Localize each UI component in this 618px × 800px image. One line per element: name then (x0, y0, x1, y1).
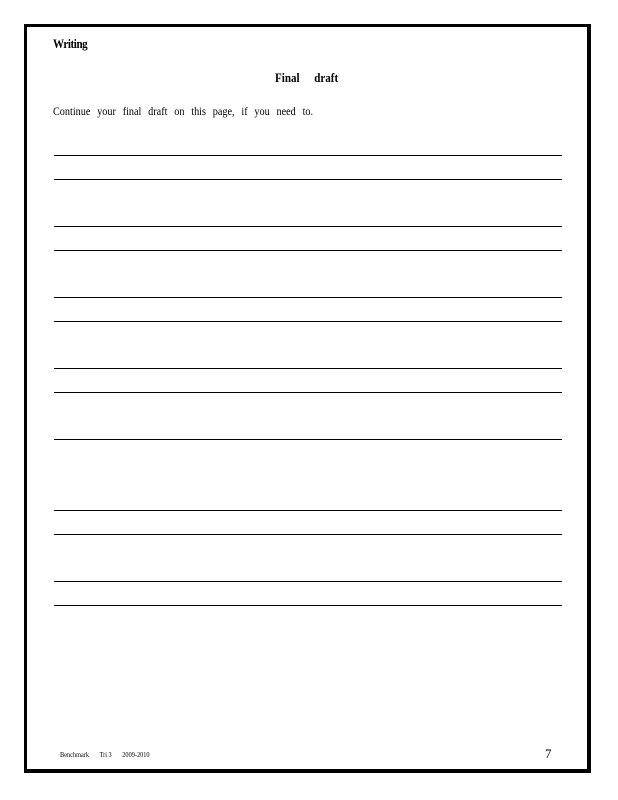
writing-line (54, 297, 562, 298)
writing-line (54, 321, 562, 322)
page-border (24, 24, 591, 773)
writing-line (54, 250, 562, 251)
writing-line (54, 368, 562, 369)
footer-year: 2009-2010 (122, 751, 150, 759)
page-number: 7 (545, 746, 552, 761)
writing-line (54, 439, 562, 440)
footer-term: Tri 3 (99, 751, 112, 759)
writing-line (54, 155, 562, 156)
writing-line (54, 581, 562, 582)
writing-line (54, 605, 562, 606)
footer-label: Benchmark (60, 751, 90, 759)
writing-line (54, 392, 562, 393)
writing-line (54, 510, 562, 511)
final-draft-heading: Final draft (275, 70, 339, 85)
footer-info (60, 751, 159, 759)
section-title: Writing (53, 36, 88, 51)
writing-line (54, 534, 562, 535)
writing-line (54, 226, 562, 227)
instructions-text: Continue your final draft on this page, if you need to. (53, 104, 314, 118)
writing-line (54, 179, 562, 180)
